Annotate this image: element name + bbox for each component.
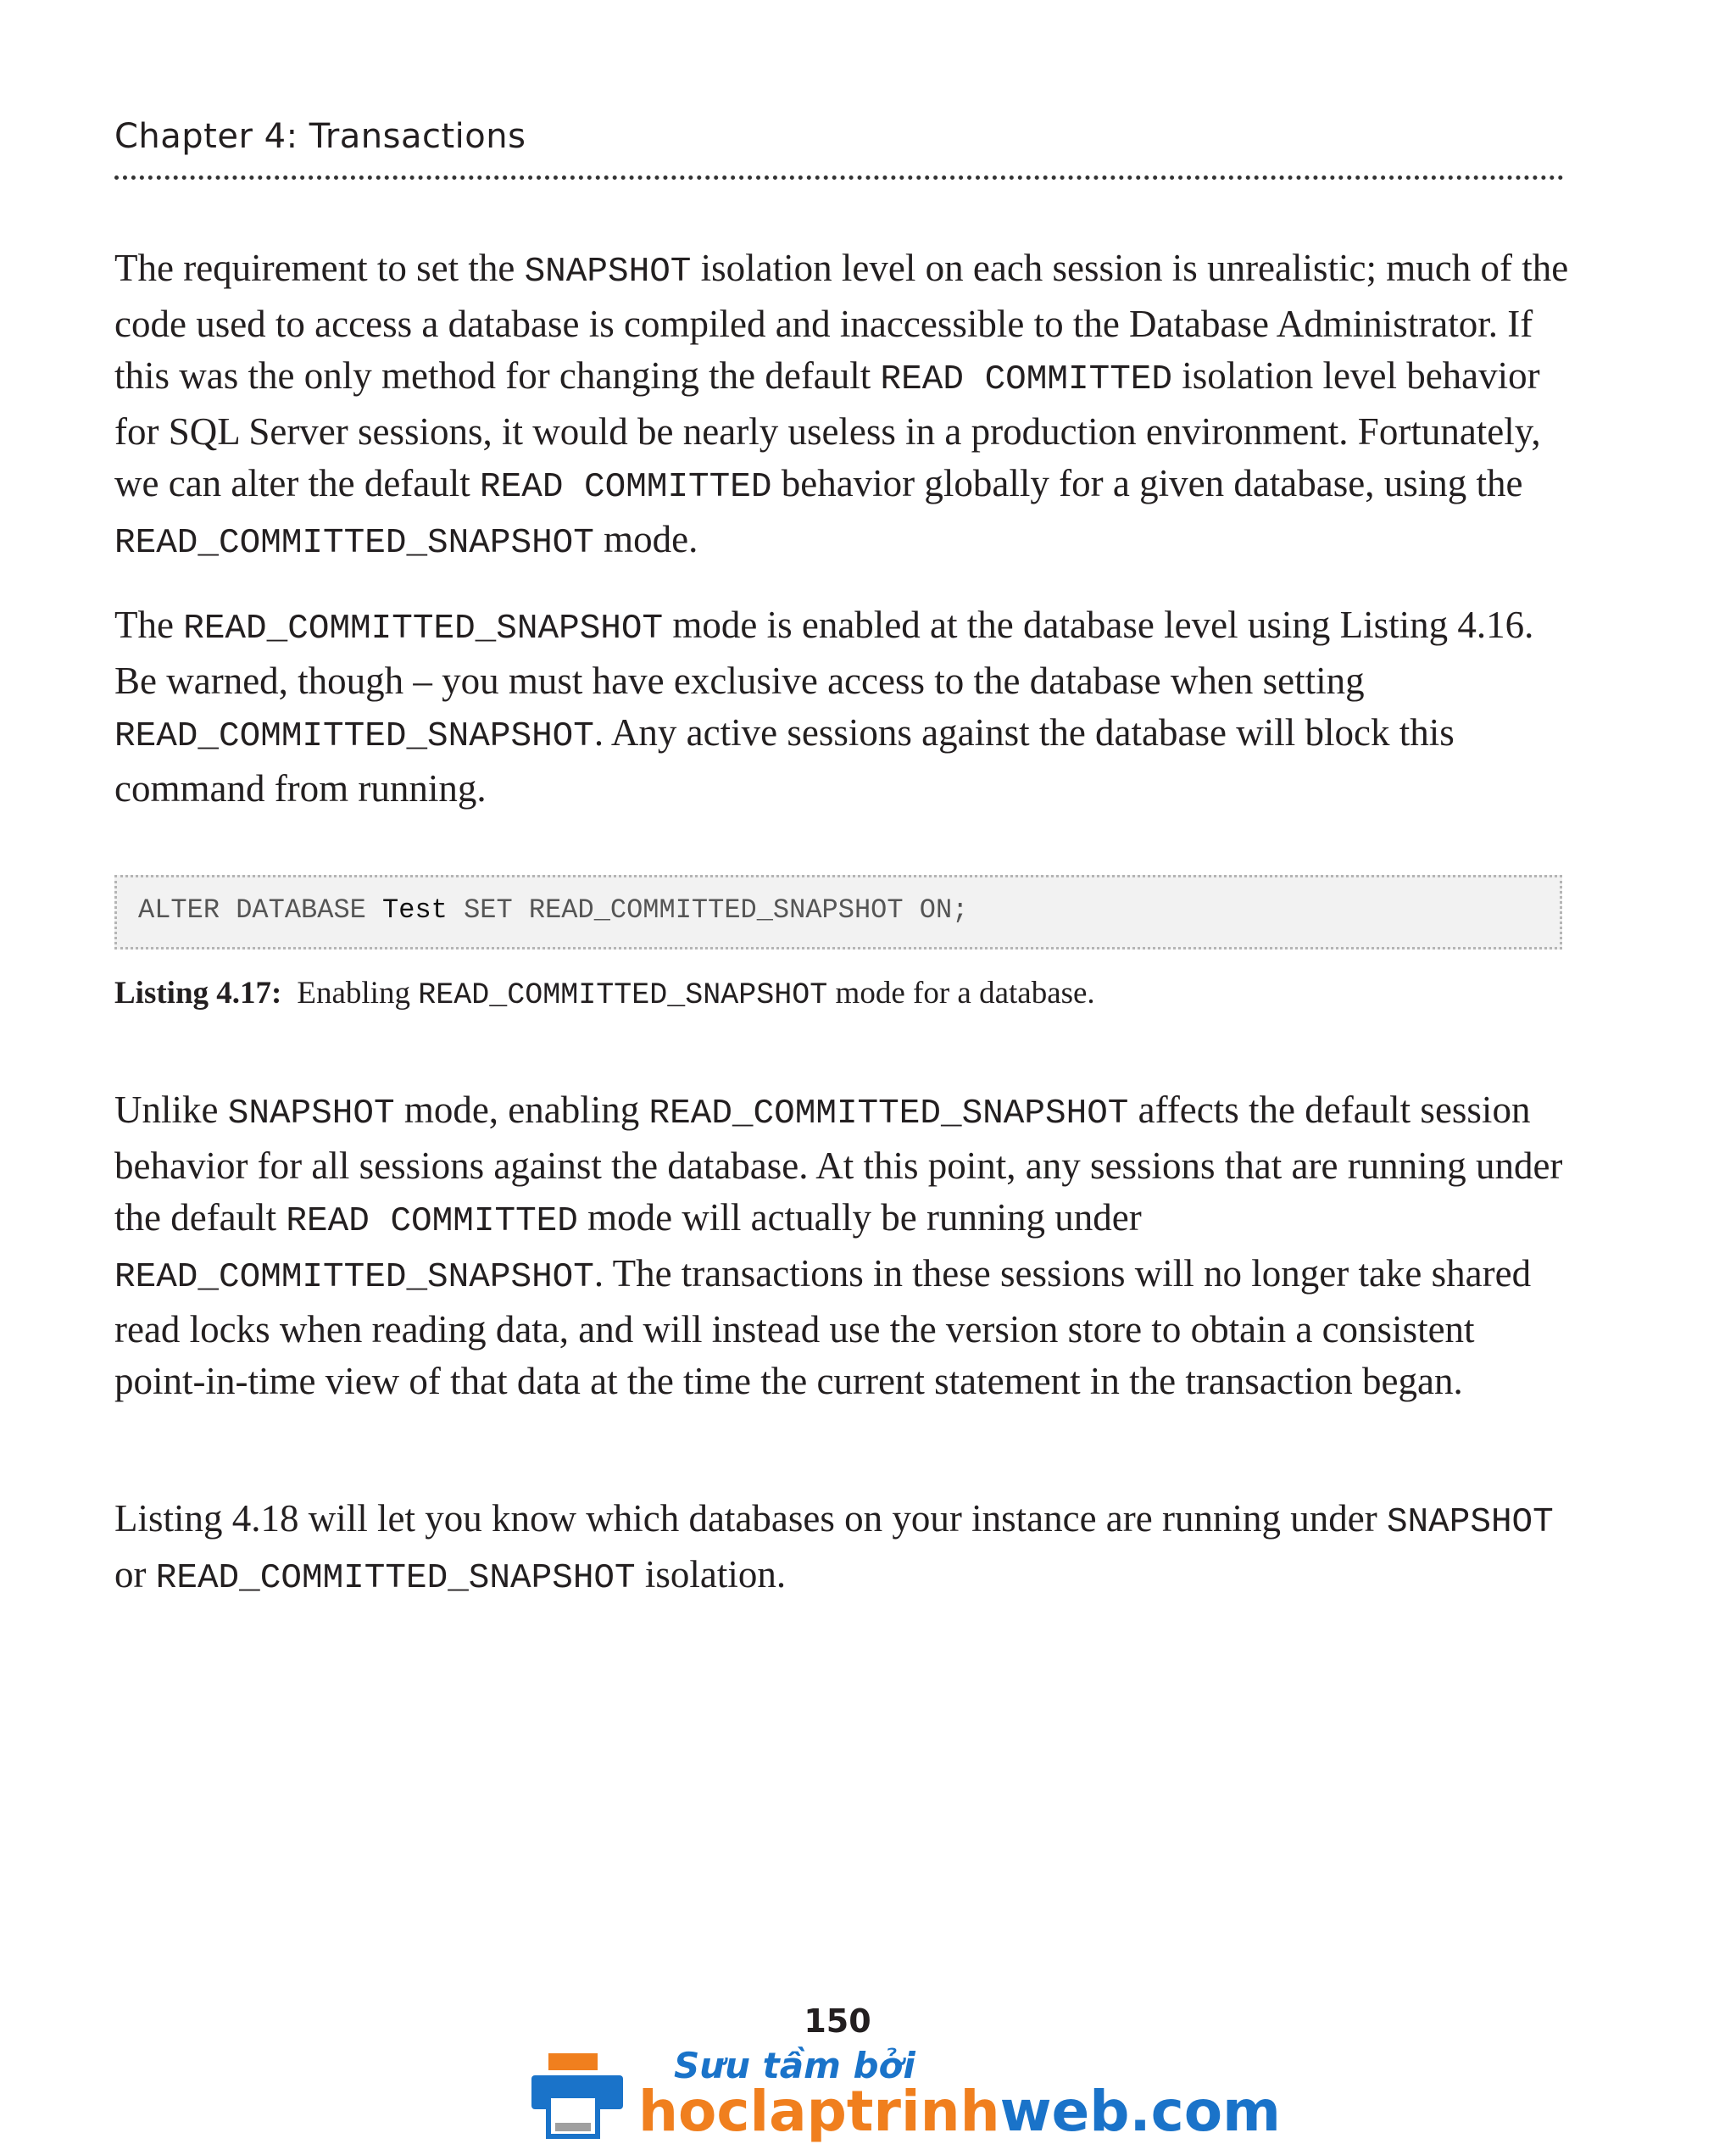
inline-code: READ_COMMITTED_SNAPSHOT: [648, 1094, 1129, 1133]
text-run: mode, enabling: [394, 1089, 649, 1131]
paragraph-1: [114, 242, 1572, 570]
watermark-site-part2: web.com: [999, 2079, 1281, 2144]
watermark-site-part1: hoclaptrinh: [638, 2079, 1000, 2144]
text-run: mode.: [593, 518, 698, 560]
text-run: The: [114, 604, 184, 646]
code-listing: [114, 875, 1562, 949]
inline-code: SNAPSHOT: [524, 253, 692, 292]
text-run: isolation.: [635, 1553, 787, 1595]
inline-code: READ_COMMITTED_SNAPSHOT: [114, 1258, 594, 1297]
text-run: affects the default session behavior for all sessions against the database. At this point, any sessions that are running under the default: [114, 1089, 1563, 1239]
code-identifier: Test: [382, 894, 448, 926]
inline-code: READ_COMMITTED_SNAPSHOT: [183, 610, 664, 649]
listing-caption: [114, 975, 1095, 1012]
text-run: Listing 4.18 will let you know which databases on your instance are running under: [114, 1497, 1387, 1540]
header-divider: [114, 175, 1564, 180]
paragraph-2: [114, 599, 1572, 815]
inline-code: READ COMMITTED: [480, 468, 772, 507]
caption-label: Listing 4.17:: [114, 976, 282, 1011]
inline-code: READ_COMMITTED_SNAPSHOT: [155, 1559, 636, 1598]
printer-logo-icon: [530, 2052, 625, 2140]
inline-code: SNAPSHOT: [227, 1094, 395, 1133]
caption-code: READ_COMMITTED_SNAPSHOT: [418, 978, 828, 1012]
text-run: . Any active sessions against the database will block this command from running.: [114, 711, 1455, 810]
text-run: mode is enabled at the database level using Listing 4.16. Be warned, though – you must have exclusive access to the database when setting: [114, 604, 1534, 702]
text-run: isolation level on each session is unrealistic; much of the code used to access a database is compiled and inaccessible to the Database Administrator. If this was the only method for changing the default: [114, 247, 1569, 397]
inline-code: READ_COMMITTED_SNAPSHOT: [114, 717, 594, 756]
code-keyword: SET READ_COMMITTED_SNAPSHOT ON;: [464, 894, 969, 926]
text-run: mode will actually be running under: [577, 1196, 1142, 1239]
paragraph-3: [114, 1084, 1572, 1407]
inline-code: READ COMMITTED: [880, 360, 1173, 399]
watermark-site: [638, 2079, 1281, 2144]
code-line: [138, 894, 968, 926]
inline-code: SNAPSHOT: [1386, 1503, 1554, 1542]
watermark: [530, 2045, 1281, 2144]
watermark-tagline: Sưu tầm bởi: [674, 2045, 915, 2086]
caption-text: Enabling: [297, 976, 419, 1011]
text-run: The requirement to set the: [114, 247, 525, 289]
paragraph-4: [114, 1493, 1572, 1605]
caption-text: mode for a database.: [827, 976, 1095, 1011]
text-run: isolation level behavior for SQL Server sessions, it would be nearly useless in a production environment. Fortunately, we can alter the default: [114, 354, 1541, 504]
inline-code: READ_COMMITTED_SNAPSHOT: [114, 524, 594, 563]
text-run: Unlike: [114, 1089, 228, 1131]
text-run: . The transactions in these sessions will no longer take shared read locks when reading data, and will instead use the version store to obtain a consistent point-in-time view of that data at the time the current statement in the transaction began.: [114, 1252, 1532, 1402]
chapter-header: Chapter 4: Transactions: [114, 117, 526, 156]
inline-code: READ COMMITTED: [286, 1202, 578, 1241]
text-run: behavior globally for a given database, using the: [771, 462, 1523, 504]
code-keyword: ALTER DATABASE: [138, 894, 366, 926]
page-number: 150: [804, 2002, 871, 2040]
text-run: or: [114, 1553, 156, 1595]
